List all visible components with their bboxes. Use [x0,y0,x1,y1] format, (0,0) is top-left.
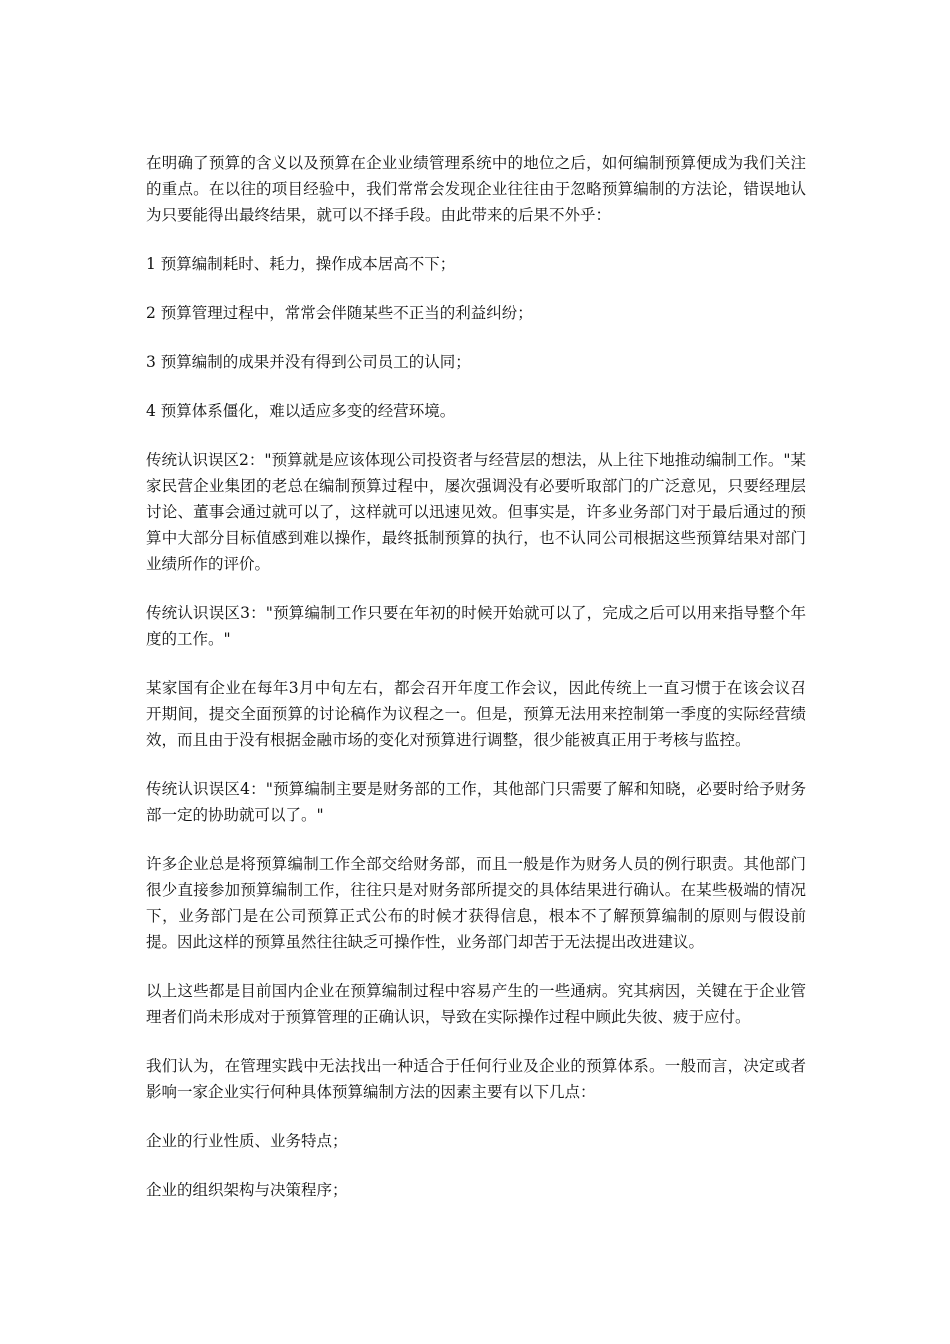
list-item-consequence-2: 2 预算管理过程中，常常会伴随某些不正当的利益纠纷； [146,304,533,322]
list-item-consequence-4: 4 预算体系僵化，难以适应多变的经营环境。 [146,402,456,420]
paragraph-misconception-3: 传统认识误区3："预算编制工作只要在年初的时候开始就可以了，完成之后可以用来指导整个年度的工作。" [146,604,806,648]
document-body [146,150,806,1203]
paragraph-intro: 在明确了预算的含义以及预算在企业业绩管理系统中的地位之后，如何编制预算便成为我们关注的重点。在以往的项目经验中，我们常常会发现企业往往由于忽略预算编制的方法论，错误地认为只要能得出最终结果，就可以不择手段。由此带来的后果不外乎： [146,154,806,224]
list-item-factor-2: 企业的组织架构与决策程序； [146,1181,348,1199]
paragraph-misconception-2: 传统认识误区2："预算就是应该体现公司投资者与经营层的想法，从上往下地推动编制工作。"某家民营企业集团的老总在编制预算过程中，屡次强调没有必要听取部门的广泛意见，只要经理层讨论、董事会通过就可以了，这样就可以迅速见效。但事实是，许多业务部门对于最后通过的预算中大部分目标值感到难以操作，最终抵制预算的执行，也不认同公司根据这些预算结果对部门业绩所作的评价。 [146,451,806,573]
list-item-factor-1: 企业的行业性质、业务特点； [146,1132,348,1150]
paragraph-common-problems: 以上这些都是目前国内企业在预算编制过程中容易产生的一些通病。究其病因，关键在于企业管理者们尚未形成对于预算管理的正确认识，导致在实际操作过程中顾此失彼、疲于应付。 [146,982,806,1026]
paragraph-finance-department: 许多企业总是将预算编制工作全部交给财务部，而且一般是作为财务人员的例行职责。其他部门很少直接参加预算编制工作，往往只是对财务部所提交的具体结果进行确认。在某些极端的情况下，业务部门是在公司预算正式公布的时候才获得信息，根本不了解预算编制的原则与假设前提。因此这样的预算虽然往往缺乏可操作性，业务部门却苦于无法提出改进建议。 [146,855,806,951]
paragraph-state-enterprise-example: 某家国有企业在每年3月中旬左右，都会召开年度工作会议，因此传统上一直习惯于在该会议召开期间，提交全面预算的讨论稿作为议程之一。但是，预算无法用来控制第一季度的实际经营绩效，而且由于没有根据金融市场的变化对预算进行调整，很少能被真正用于考核与监控。 [146,679,806,749]
list-item-consequence-3: 3 预算编制的成果并没有得到公司员工的认同； [146,353,471,371]
paragraph-misconception-4: 传统认识误区4："预算编制主要是财务部的工作，其他部门只需要了解和知晓，必要时给予财务部一定的协助就可以了。" [146,780,806,824]
paragraph-our-view: 我们认为，在管理实践中无法找出一种适合于任何行业及企业的预算体系。一般而言，决定或者影响一家企业实行何种具体预算编制方法的因素主要有以下几点： [146,1057,806,1101]
list-item-consequence-1: 1 预算编制耗时、耗力，操作成本居高不下； [146,255,456,273]
